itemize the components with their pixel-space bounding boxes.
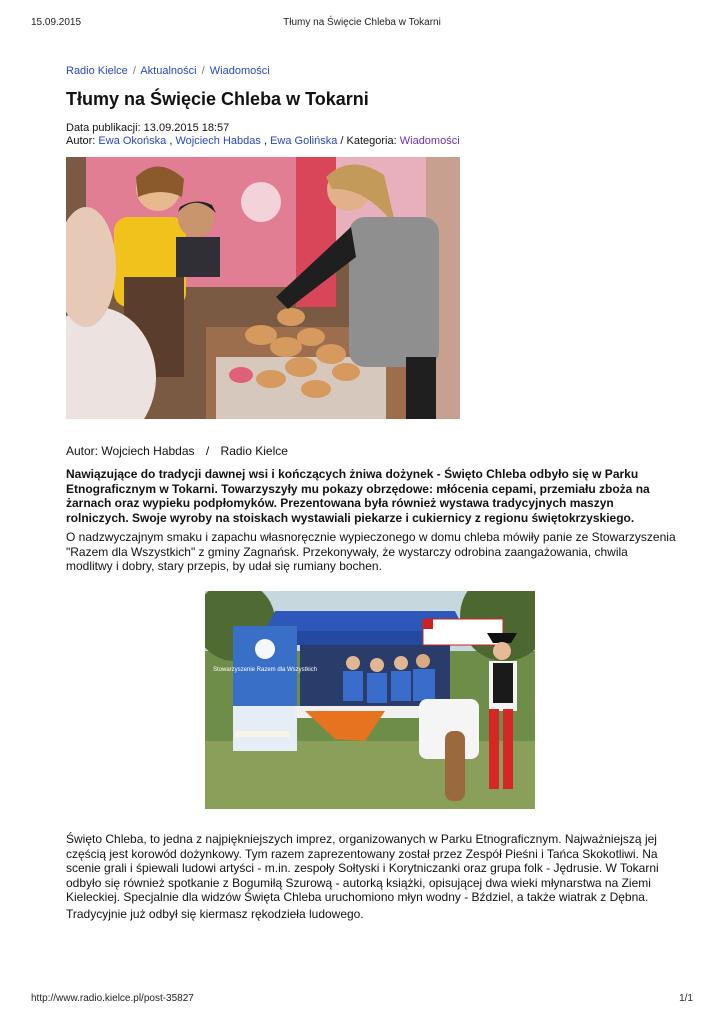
banner-text: Stowarzyszenie Razem dla Wszystkich: [212, 667, 318, 673]
breadcrumb: [66, 65, 270, 77]
article-photo-bakery-stall: [66, 157, 460, 419]
article-paragraph-2: Święto Chleba, to jedna z najpiękniejszych imprez, organizowanych w Parku Etnograficznym. Najważniejszą jej częścią jest korowód dożynkowy. Tym razem zaprezentowany został przez Zespół Pieśni i Tańca Skokotliwi. Na scenie grali i śpiewali ludowi artyści - m.in. zespoły Sołtyski i Korytniczanki oraz grupa folk - Jędrusie. W Tokarni odbyło się również spotkanie z Bogumiłą Szurową - autorką książki, opisującej dwa wieki młynarstwa na Ziemi Kieleckiej. Specjalnie dla widzów Święta Chleba uruchomiono młyn wodny - Bździel, a także wiatrak z Dębna.: [66, 832, 659, 904]
published-value: 13.09.2015 18:57: [143, 122, 230, 134]
article-title: Tłumy na Święcie Chleba w Tokarni: [66, 89, 369, 109]
category-label: Kategoria:: [346, 135, 397, 147]
article-photo-association-tent: [205, 591, 535, 809]
print-title: Tłumy na Święcie Chleba w Tokarni: [283, 17, 441, 28]
print-date: 15.09.2015: [31, 17, 82, 28]
author-link-okonska[interactable]: Ewa Okońska: [98, 135, 167, 147]
published-label: Data publikacji:: [66, 122, 141, 134]
author-label: Autor:: [66, 135, 96, 147]
photo-caption: [66, 444, 288, 458]
article-paragraph-1: O nadzwyczajnym smaku i zapachu własnoręcznie wypieczonego w domu chleba mówiły panie ze Stowarzyszenia "Razem dla Wszystkich" z gminy Zagnańsk. Przekonywały, że wystarczy odrobina zaangażowania, chwila modlitwy i dobry, stary przepis, by udał się rumiany bochen.: [66, 530, 676, 573]
article-paragraph-3: Tradycyjnie już odbył się kiermasz rękodzieła ludowego.: [66, 907, 364, 921]
photo-caption-source: Radio Kielce: [220, 444, 288, 458]
breadcrumb-separator: /: [132, 65, 136, 77]
breadcrumb-wiadomosci[interactable]: Wiadomości: [209, 65, 270, 77]
authors-line: [66, 135, 460, 148]
breadcrumb-aktualnosci[interactable]: Aktualności: [140, 65, 197, 77]
print-footer-page-number: 1/1: [679, 993, 693, 1004]
bakery-stall-illustration: [66, 157, 460, 419]
print-footer-url: http://www.radio.kielce.pl/post-35827: [31, 993, 194, 1004]
article-lead: Nawiązujące do tradycji dawnej wsi i kończących żniwa dożynek - Święto Chleba odbyło się w Parku Etnograficznym w Tokarni. Towarzyszyły mu pokazy obrzędowe: młócenia cepami, przemiału zboża na żarnach oraz wypieku podpłomyków. Prezentowana była również wystawa tradycyjnych maszyn rolniczych. Swoje wyroby na stoiskach wystawiali piekarze i cukiernicy z regionu świętokrzyskiego.: [66, 467, 650, 525]
article-meta: [66, 122, 460, 148]
author-link-golinska[interactable]: Ewa Golińska: [270, 135, 338, 147]
breadcrumb-radio-kielce[interactable]: Radio Kielce: [66, 65, 128, 77]
author-separator: ,: [263, 135, 268, 147]
category-separator: /: [340, 135, 344, 147]
author-link-habdas[interactable]: Wojciech Habdas: [175, 135, 261, 147]
photo-caption-author: Autor: Wojciech Habdas: [66, 444, 195, 458]
author-separator: ,: [169, 135, 173, 147]
breadcrumb-separator: /: [201, 65, 205, 77]
publication-date-line: [66, 122, 460, 135]
photo-caption-separator: /: [205, 444, 210, 458]
association-tent-illustration: [205, 591, 535, 809]
category-link[interactable]: Wiadomości: [399, 135, 460, 147]
